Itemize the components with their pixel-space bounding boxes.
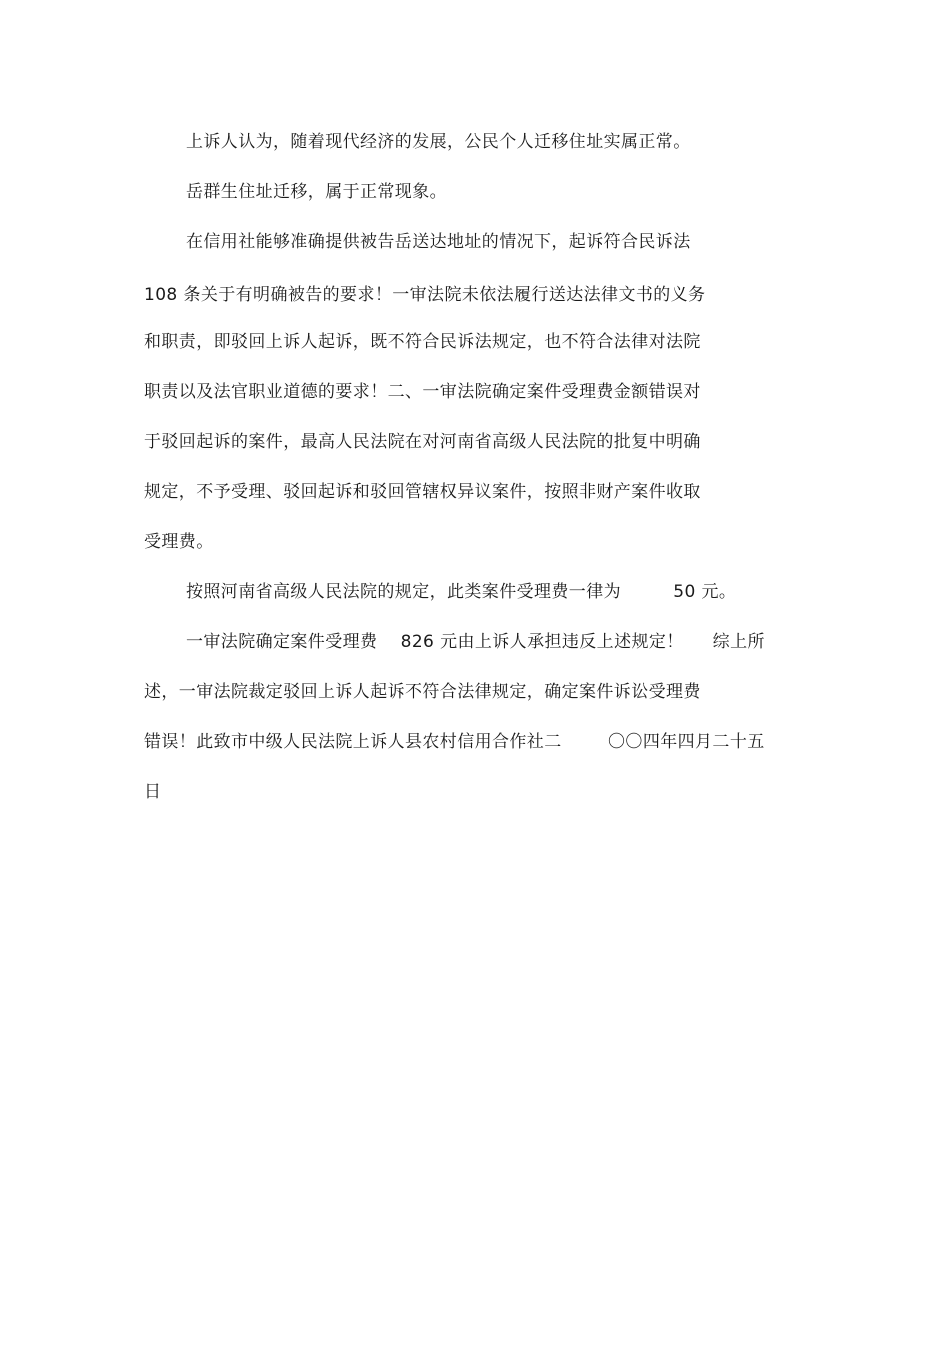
- paragraph-line-4: 108 条关于有明确被告的要求！一审法院未依法履行送达法律文书的义务: [144, 285, 706, 305]
- paragraph-line-3: 在信用社能够准确提供被告岳送达地址的情况下，起诉符合民诉法: [186, 232, 691, 252]
- paragraph-line-14: 日: [144, 782, 162, 802]
- paragraph-line-9: 受理费。: [144, 532, 214, 552]
- paragraph-line-11: 一审法院确定案件受理费 826 元由上诉人承担违反上述规定！ 综上所: [186, 632, 765, 652]
- paragraph-line-1: 上诉人认为，随着现代经济的发展，公民个人迁移住址实属正常。: [186, 132, 691, 152]
- paragraph-line-7: 于驳回起诉的案件，最高人民法院在对河南省高级人民法院的批复中明确: [144, 432, 701, 452]
- paragraph-line-13: 错误！此致市中级人民法院上诉人县农村信用合作社二 〇〇四年四月二十五: [144, 732, 765, 752]
- paragraph-line-12: 述，一审法院裁定驳回上诉人起诉不符合法律规定，确定案件诉讼受理费: [144, 682, 701, 702]
- paragraph-line-2: 岳群生住址迁移，属于正常现象。: [186, 182, 447, 202]
- paragraph-line-5: 和职责，即驳回上诉人起诉，既不符合民诉法规定，也不符合法律对法院: [144, 332, 701, 352]
- paragraph-line-10: 按照河南省高级人民法院的规定，此类案件受理费一律为 50 元。: [186, 582, 737, 602]
- paragraph-line-6: 职责以及法官职业道德的要求！二、一审法院确定案件受理费金额错误对: [144, 382, 701, 402]
- paragraph-line-8: 规定，不予受理、驳回起诉和驳回管辖权异议案件，按照非财产案件收取: [144, 482, 701, 502]
